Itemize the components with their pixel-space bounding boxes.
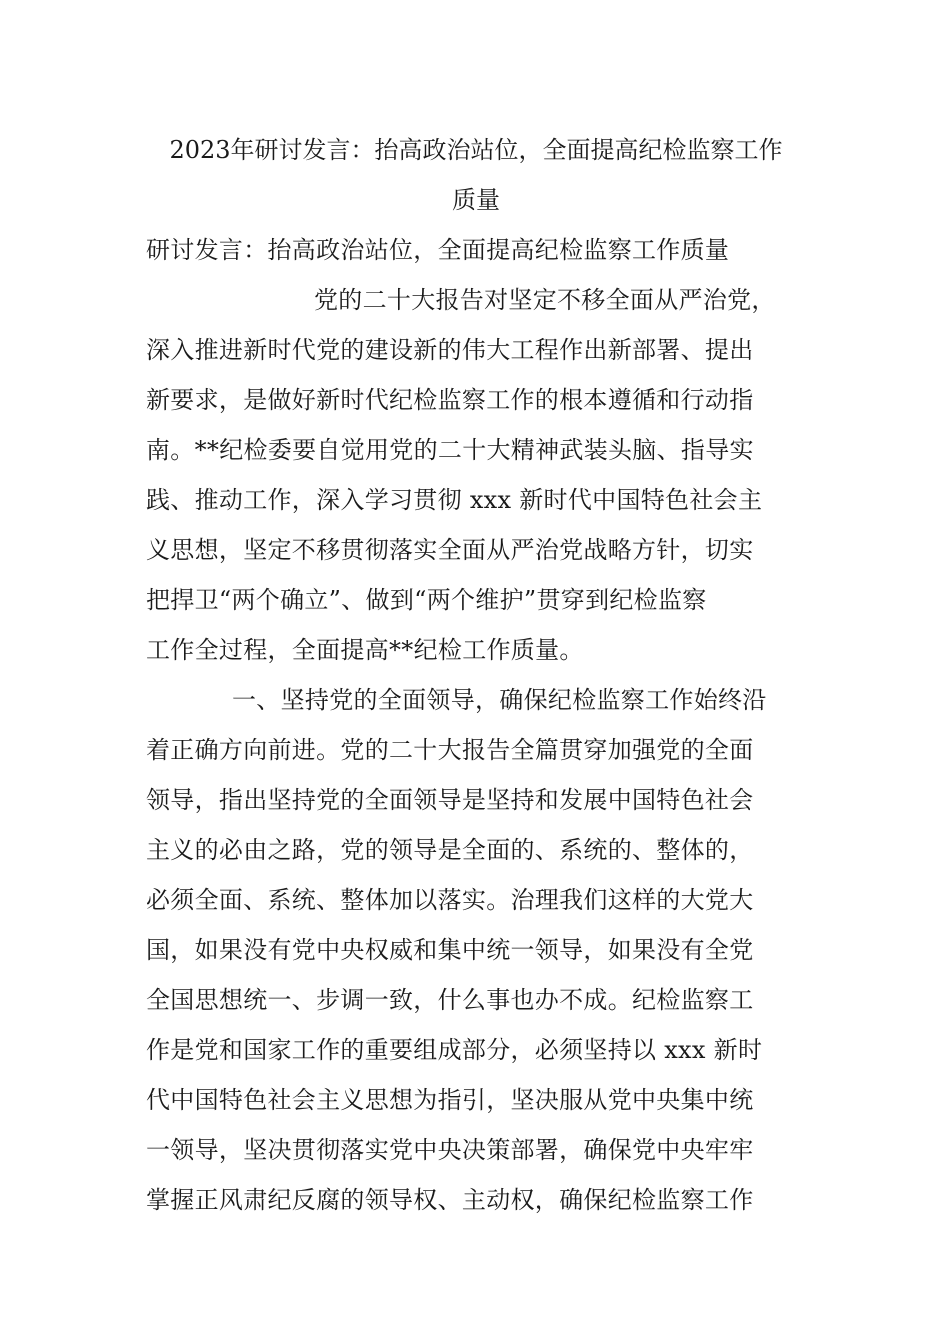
paragraph-2-line: 领导，指出坚持党的全面领导是坚持和发展中国特色社会 (146, 786, 754, 814)
paragraph-2-line: 主义的必由之路，党的领导是全面的、系统的、整体的， (146, 836, 754, 864)
paragraph-2-line: 必须全面、系统、整体加以落实。治理我们这样的大党大 (146, 886, 754, 914)
paragraph-2-line: 掌握正风肃纪反腐的领导权、主动权，确保纪检监察工作 (146, 1186, 754, 1214)
paragraph-1-line: 把捍卫“两个确立”、做到“两个维护”贯穿到纪检监察 (146, 586, 707, 614)
paragraph-2-line: 一、坚持党的全面领导，确保纪检监察工作始终沿 (232, 686, 767, 714)
paragraph-1-line: 深入推进新时代党的建设新的伟大工程作出新部署、提出 (146, 336, 754, 364)
paragraph-2-line: 全国思想统一、步调一致，什么事也办不成。纪检监察工 (146, 986, 754, 1014)
document-title-line-1: 2023年研讨发言：抬高政治站位，全面提高纪检监察工作 (169, 136, 783, 164)
paragraph-2-line: 着正确方向前进。党的二十大报告全篇贯穿加强党的全面 (146, 736, 754, 764)
document-subtitle: 研讨发言：抬高政治站位，全面提高纪检监察工作质量 (146, 236, 730, 264)
paragraph-1-line: 工作全过程，全面提高**纪检工作质量。 (146, 636, 584, 664)
paragraph-1-line: 南。**纪检委要自觉用党的二十大精神武装头脑、指导实 (146, 436, 754, 464)
paragraph-2-line: 国，如果没有党中央权威和集中统一领导，如果没有全党 (146, 936, 754, 964)
paragraph-2-line: 作是党和国家工作的重要组成部分，必须坚持以 xxx 新时 (146, 1036, 763, 1064)
document-title-line-2: 质量 (452, 186, 500, 214)
paragraph-1-line: 新要求，是做好新时代纪检监察工作的根本遵循和行动指 (146, 386, 754, 414)
paragraph-1-line: 党的二十大报告对坚定不移全面从严治党， (314, 286, 776, 314)
paragraph-1-line: 义思想，坚定不移贯彻落实全面从严治党战略方针，切实 (146, 536, 754, 564)
paragraph-2-line: 代中国特色社会主义思想为指引，坚决服从党中央集中统 (146, 1086, 754, 1114)
paragraph-1-line: 践、推动工作，深入学习贯彻 xxx 新时代中国特色社会主 (146, 486, 763, 514)
paragraph-2-line: 一领导，坚决贯彻落实党中央决策部署，确保党中央牢牢 (146, 1136, 754, 1164)
